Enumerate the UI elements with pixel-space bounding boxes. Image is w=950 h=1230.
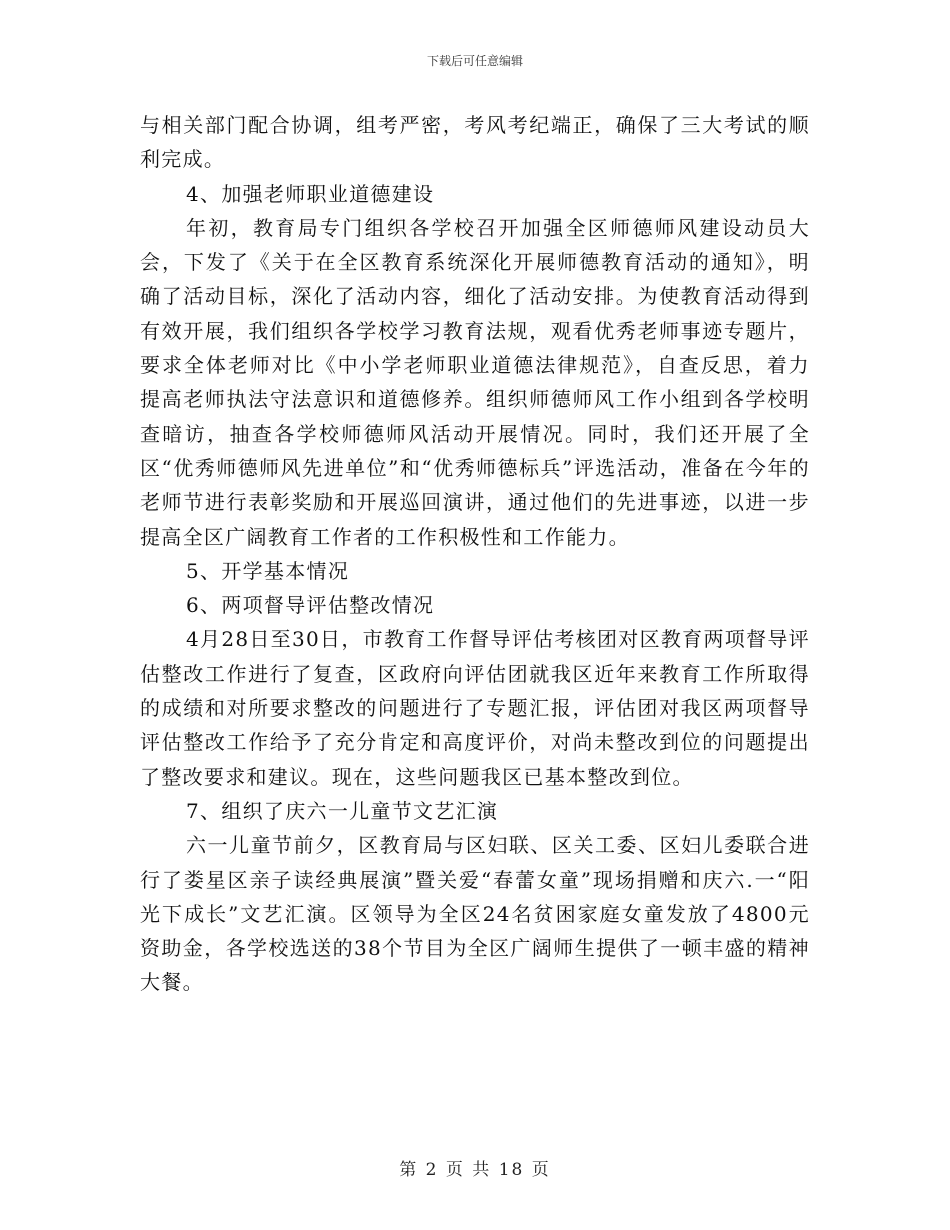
paragraph-continuation: 与相关部门配合协调，组考严密，考风考纪端正，确保了三大考试的顺利完成。 <box>140 113 810 172</box>
page-header: 下载后可任意编辑 <box>426 54 523 68</box>
paragraph-childrens-day: 六一儿童节前夕，区教育局与区妇联、区关工委、区妇儿委联合进行了娄星区亲子读经典展演”暨关爱“春蕾女童”现场捐赠和庆六.一“阳光下成长”文艺汇演。区领导为全区24名贫困家庭女童发放了4800元资助金，各学校选送的38个节目为全区广阔师生提供了一顿丰盛的精神大餐。 <box>140 833 810 995</box>
page-footer: 第 2 页 共 18 页 <box>399 1160 551 1180</box>
paragraph-supervision: 4月28日至30日，市教育工作督导评估考核团对区教育两项督导评估整改工作进行了复查，区政府向评估团就我区近年来教育工作所取得的成绩和对所要求整改的问题进行了专题汇报，评估团对我区两项督导评估整改工作给予了充分肯定和高度评价，对尚未整改到位的问题提出了整改要求和建议。现在，这些问题我区已基本整改到位。 <box>140 627 810 789</box>
section-heading-7: 7、组织了庆六一儿童节文艺汇演 <box>186 798 499 823</box>
section-heading-4: 4、加强老师职业道德建设 <box>186 181 435 206</box>
section-heading-5: 5、开学基本情况 <box>186 558 350 583</box>
document-body <box>140 108 810 1000</box>
section-heading-6: 6、两项督导评估整改情况 <box>186 593 435 618</box>
paragraph-teacher-ethics: 年初，教育局专门组织各学校召开加强全区师德师风建设动员大会，下发了《关于在全区教育系统深化开展师德教育活动的通知》，明确了活动目标，深化了活动内容，细化了活动安排。为使教育活动得到有效开展，我们组织各学校学习教育法规，观看优秀老师事迹专题片，要求全体老师对比《中小学老师职业道德法律规范》，自查反思，着力提高老师执法守法意识和道德修养。组织师德师风工作小组到各学校明查暗访，抽查各学校师德师风活动开展情况。同时，我们还开展了全区“优秀师德师风先进单位”和“优秀师德标兵”评选活动，准备在今年的老师节进行表彰奖励和开展巡回演讲，通过他们的先进事迹，以进一步提高全区广阔教育工作者的工作积极性和工作能力。 <box>140 215 810 549</box>
